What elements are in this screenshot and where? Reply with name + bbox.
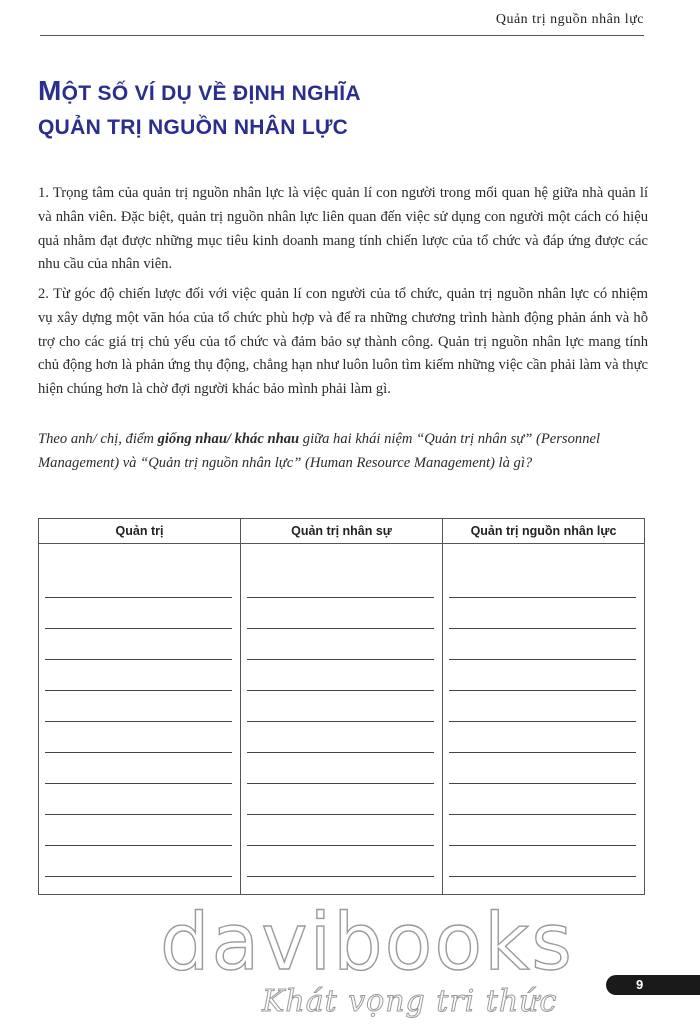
paragraph-2-text: Từ góc độ chiến lược đối với việc quản lí con người của tổ chức, quản trị nguồn nhân lực có nhiệm vụ xây dựng một văn hóa của tổ chức phù hợp và để ra những chương trình hành động phản ánh và hỗ trợ cho các giá trị chủ yếu của tổ chức và đảm bảo sự thành công. Quản trị nguồn nhân lực mang tính chủ động hơn là phản ứng thụ động, chẳng hạn như luôn luôn tìm kiếm những việc cần phải làm và thực hiện chúng hơn là chờ đợi người khác bảo mình phải làm gì. xyxy=(38,286,649,398)
paragraph-1-number: 1. xyxy=(38,185,49,201)
column-header: Quản trị nhân sự xyxy=(241,519,442,544)
answer-column-quan-tri-nhan-su xyxy=(241,519,443,894)
page-number-tab xyxy=(606,975,700,995)
writing-line[interactable] xyxy=(247,660,434,691)
writing-line[interactable] xyxy=(45,691,232,722)
answer-column-quan-tri-nguon-nhan-luc xyxy=(443,519,644,894)
question-emphasis: giống nhau/ khác nhau xyxy=(157,431,300,447)
title-line-1-text: ỘT SỐ VÍ DỤ VỀ ĐỊNH NGHĨA xyxy=(61,82,361,105)
running-header-title: Quản trị nguồn nhân lực xyxy=(495,12,644,27)
writing-line[interactable] xyxy=(45,629,232,660)
header-rule xyxy=(40,35,644,36)
section-title-line-2: QUẢN TRỊ NGUỒN NHÂN LỰC xyxy=(38,116,349,139)
writing-lines xyxy=(449,567,636,877)
writing-line[interactable] xyxy=(449,629,636,660)
writing-line[interactable] xyxy=(247,784,434,815)
writing-line[interactable] xyxy=(45,567,232,598)
answer-column-quan-tri xyxy=(39,519,241,894)
writing-line[interactable] xyxy=(45,815,232,846)
writing-line[interactable] xyxy=(449,846,636,877)
writing-line[interactable] xyxy=(45,753,232,784)
column-header: Quản trị xyxy=(39,519,240,544)
question-suffix: giữa hai khái niệm “Quản trị nhân sự” (Personnel Management) và “Quản trị nguồn nhân lực” (Human Resource Management) là gì? xyxy=(38,431,601,471)
writing-line[interactable] xyxy=(247,629,434,660)
writing-line[interactable] xyxy=(45,722,232,753)
watermark-slogan: Khát vọng tri thức xyxy=(262,984,558,1019)
answer-table xyxy=(38,518,645,895)
writing-line[interactable] xyxy=(449,753,636,784)
writing-line[interactable] xyxy=(247,815,434,846)
column-header: Quản trị nguồn nhân lực xyxy=(443,519,644,544)
title-drop-cap: M xyxy=(38,75,62,106)
writing-line[interactable] xyxy=(247,567,434,598)
writing-line[interactable] xyxy=(247,753,434,784)
writing-lines xyxy=(247,567,434,877)
writing-line[interactable] xyxy=(449,722,636,753)
paragraph-2 xyxy=(38,283,648,402)
writing-line[interactable] xyxy=(449,660,636,691)
section-title-line-1 xyxy=(38,74,361,111)
paragraph-1 xyxy=(38,182,648,277)
paragraph-1-text: Trọng tâm của quản trị nguồn nhân lực là việc quản lí con người trong mối quan hệ giữa nhà quản lí và nhân viên. Đặc biệt, quản trị nguồn nhân lực liên quan đến việc sử dụng con người một cách có hiệu quả nhằm đạt được những mục tiêu kinh doanh mang tính chiến lược của tổ chức và đáp ứng được các nhu cầu của nhân viên. xyxy=(38,185,649,273)
writing-line[interactable] xyxy=(449,598,636,629)
writing-line[interactable] xyxy=(449,567,636,598)
writing-line[interactable] xyxy=(449,784,636,815)
watermark-brand: davibooks xyxy=(160,898,574,988)
writing-line[interactable] xyxy=(247,846,434,877)
writing-line[interactable] xyxy=(45,598,232,629)
question-prefix: Theo anh/ chị, điểm xyxy=(38,431,158,447)
writing-line[interactable] xyxy=(247,722,434,753)
page-number: 9 xyxy=(636,977,644,992)
writing-line[interactable] xyxy=(449,815,636,846)
writing-line[interactable] xyxy=(247,691,434,722)
writing-lines xyxy=(45,567,232,877)
paragraph-2-number: 2. xyxy=(38,286,49,302)
writing-line[interactable] xyxy=(45,660,232,691)
writing-line[interactable] xyxy=(45,784,232,815)
writing-line[interactable] xyxy=(45,846,232,877)
writing-line[interactable] xyxy=(449,691,636,722)
section-title xyxy=(38,74,361,145)
writing-line[interactable] xyxy=(247,598,434,629)
discussion-question xyxy=(38,427,650,475)
